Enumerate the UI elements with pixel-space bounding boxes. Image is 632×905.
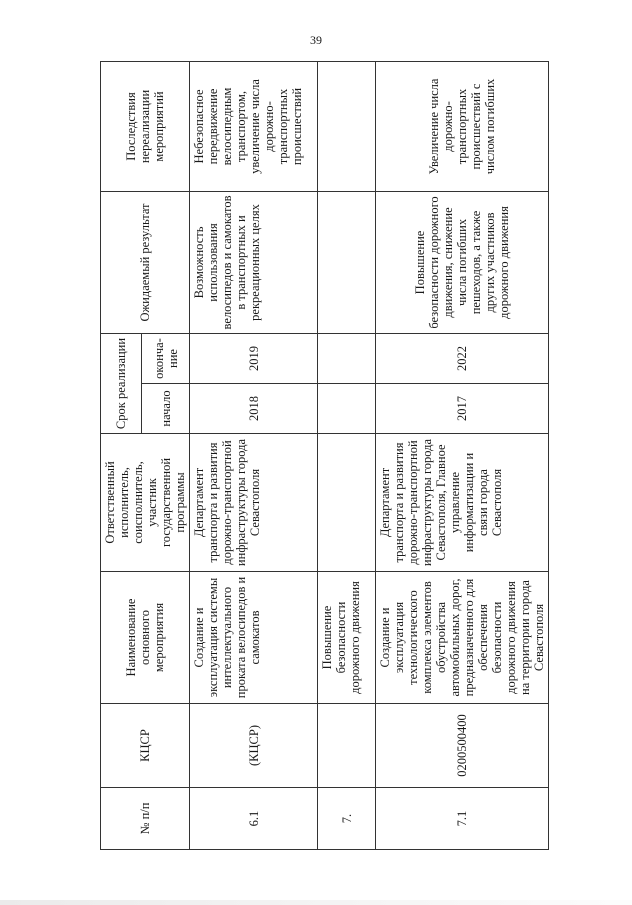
cell-num: 6.1: [190, 788, 318, 850]
cell-responsible: Департамент транспорта и развития дорожно-транспортной инфраструктуры города Севастополя, Главное управление информатизации и связи города Севастополя: [376, 434, 549, 572]
cell-consequences: Увеличение числа дорожно-транспортных происшествий с числом погибших: [376, 61, 549, 191]
header-term: Срок реализации: [101, 333, 142, 433]
cell-responsible: Департамент транспорта и развития дорожно-транспортной инфраструктуры города Севастополя: [190, 434, 318, 572]
cell-num: 7.1: [376, 788, 549, 850]
scan-edge-shadow: [0, 900, 632, 905]
header-responsible: Ответственный исполнитель, соисполнитель, участник государственной программы: [101, 434, 190, 572]
cell-end: 2022: [376, 333, 549, 383]
cell-end: 2019: [190, 333, 318, 383]
cell-kcsr: [318, 704, 376, 788]
cell-start: 2017: [376, 384, 549, 434]
header-end: оконча-ние: [142, 333, 190, 383]
cell-consequences: Небезопасное передвижение велосипедным транспортом, увеличение числа дорожно-транспортных происшествий: [190, 61, 318, 191]
cell-num: 7.: [318, 788, 376, 850]
table-row: [190, 61, 318, 849]
page-number: 39: [310, 33, 322, 47]
cell-kcsr: 0200500400: [376, 704, 549, 788]
header-kcsr: КЦСР: [101, 704, 190, 788]
cell-start: 2018: [190, 384, 318, 434]
header-consequences: Последствия нереализации мероприятий: [101, 61, 190, 191]
table-row: [376, 61, 549, 849]
cell-result: Повышение безопасности дорожного движения, снижение числа погибших пешеходов, а также других участников дорожного движения: [376, 191, 549, 333]
cell-end: [318, 333, 376, 383]
header-name: Наименование основного мероприятия: [101, 572, 190, 704]
rotated-table-container: [100, 62, 546, 850]
cell-name: Повышение безопасности дорожного движения: [318, 572, 376, 704]
cell-consequences: [318, 61, 376, 191]
cell-name: Создание и эксплуатация системы интеллектуального проката велосипедов и самокатов: [190, 572, 318, 704]
cell-result: [318, 191, 376, 333]
header-num: № п/п: [101, 788, 190, 850]
header-start: начало: [142, 384, 190, 434]
table-row: [318, 61, 376, 849]
cell-start: [318, 384, 376, 434]
cell-responsible: [318, 434, 376, 572]
header-result: Ожидаемый результат: [101, 191, 190, 333]
measures-table: [100, 61, 549, 850]
cell-name: Создание и эксплуатация технологического комплекса элементов обустройства автомобильных дорог, предназначенного для обеспечения безопасности дорожного движения на территории города Севастополя: [376, 572, 549, 704]
cell-kcsr: (КЦСР): [190, 704, 318, 788]
cell-result: Возможность использования велосипедов и самокатов в транспортных и рекреационных целях: [190, 191, 318, 333]
